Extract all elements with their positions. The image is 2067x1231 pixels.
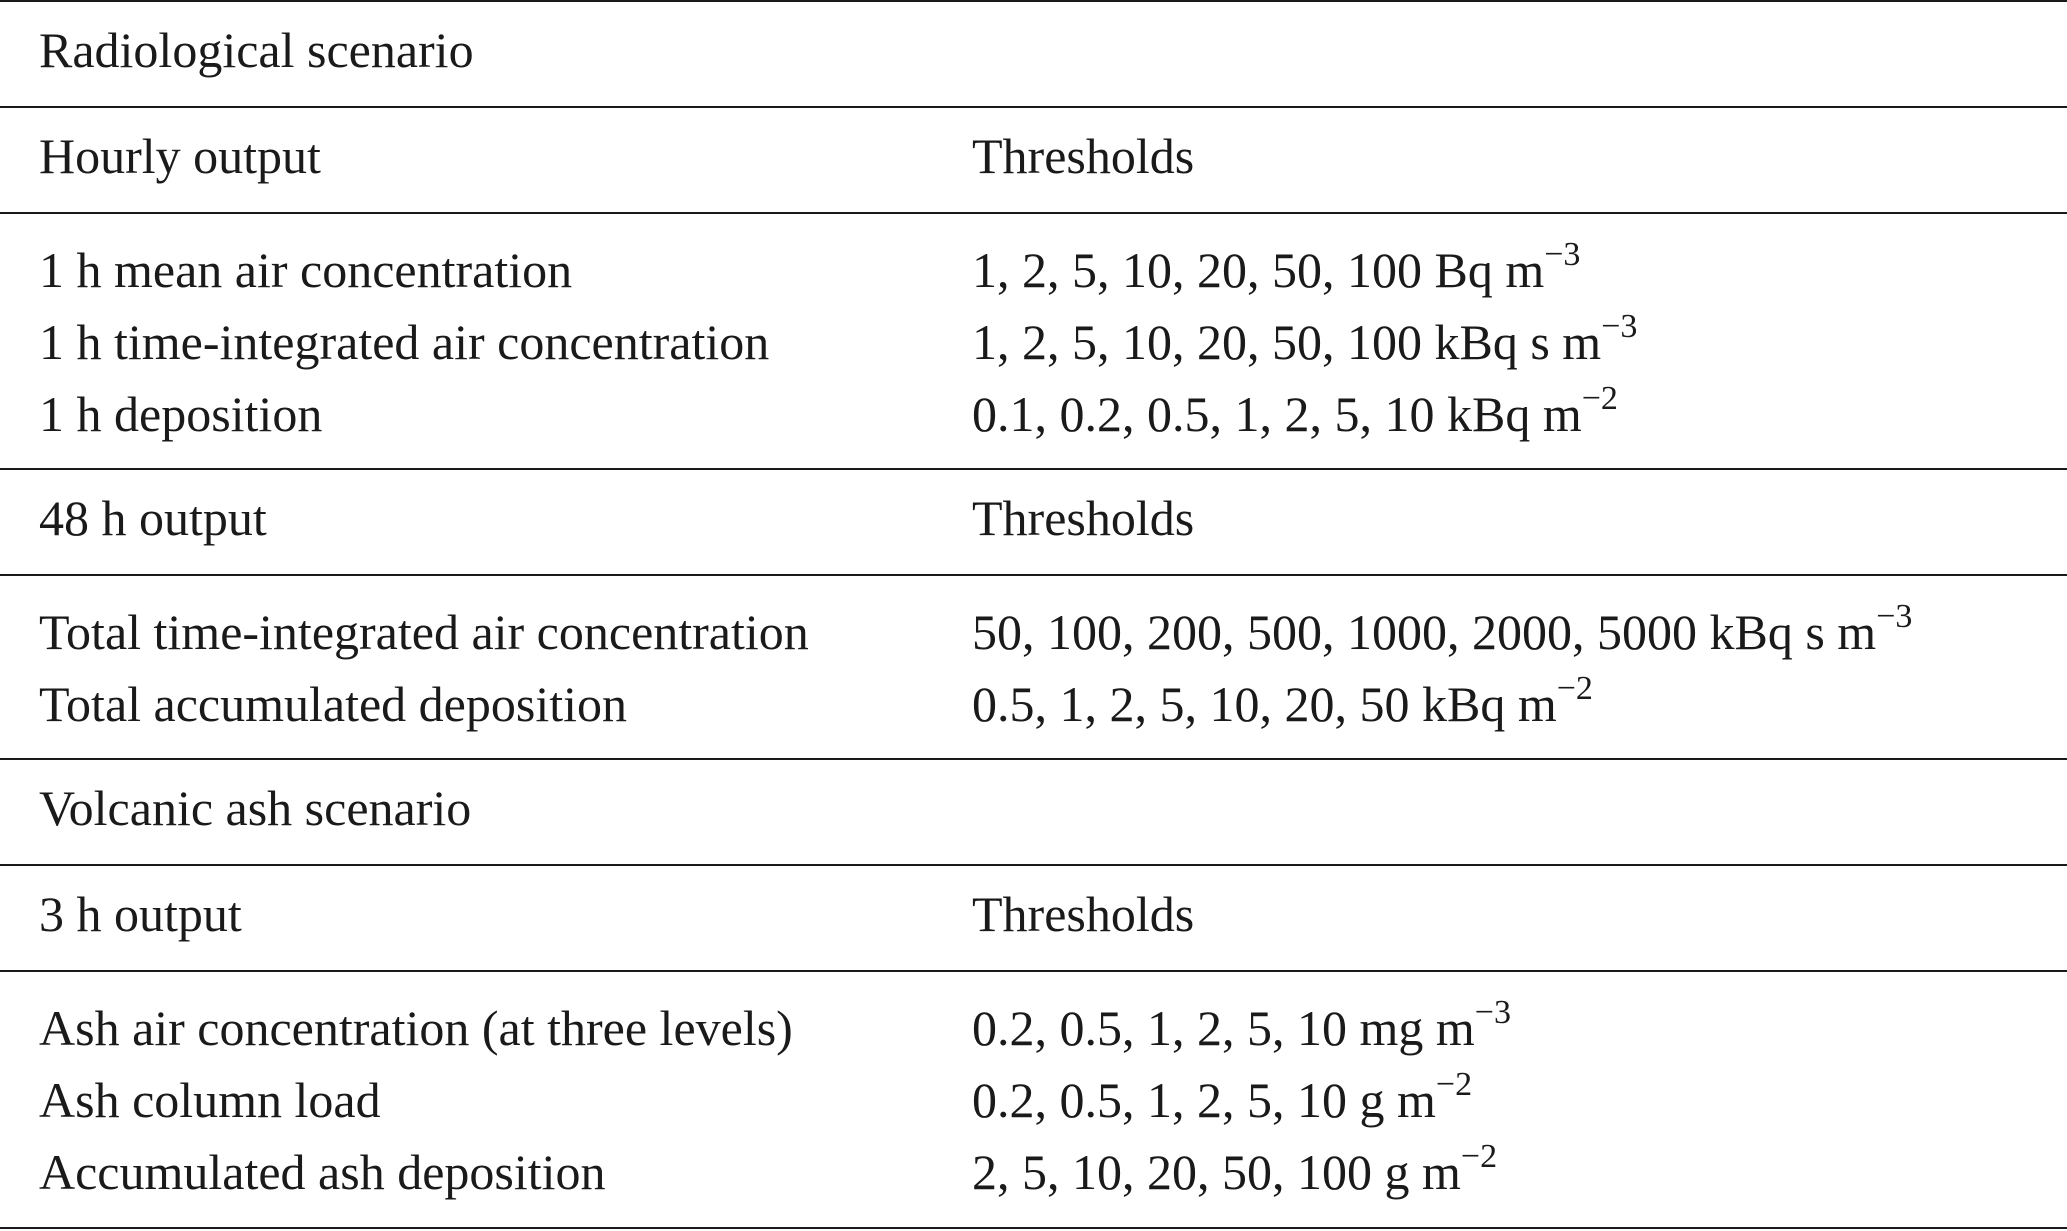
scenario-title: Volcanic ash scenario: [39, 780, 472, 836]
row-thresholds: [972, 380, 1618, 442]
row-thresholds: [972, 236, 1581, 298]
unit-exponent: −2: [1556, 670, 1593, 708]
row-thresholds: [972, 994, 1511, 1056]
unit-exponent: −2: [1435, 1066, 1473, 1104]
threshold-unit: mg m: [1359, 1000, 1475, 1056]
row-label: Accumulated ash deposition: [39, 1144, 606, 1200]
row-thresholds: [972, 1138, 1498, 1200]
row-label: 1 h time-integrated air concentration: [39, 314, 770, 370]
threshold-unit: Bq m: [1434, 242, 1545, 298]
unit-exponent: −2: [1460, 1138, 1498, 1176]
threshold-values: 0.5, 1, 2, 5, 10, 20, 50: [972, 676, 1410, 732]
threshold-values: 2, 5, 10, 20, 50, 100: [972, 1144, 1372, 1200]
unit-exponent: −3: [1876, 598, 1913, 636]
row-thresholds: [972, 308, 1638, 370]
section-header-thresholds: Thresholds: [972, 886, 1195, 942]
threshold-values: 1, 2, 5, 10, 20, 50, 100: [972, 314, 1422, 370]
section-header-thresholds: Thresholds: [972, 490, 1195, 546]
section-header-thresholds: Thresholds: [972, 128, 1195, 184]
section-header-output: 48 h output: [39, 490, 267, 546]
table-top-rule: [0, 0, 2067, 2]
row-thresholds: [972, 670, 1593, 732]
row-label: Total accumulated deposition: [39, 676, 627, 732]
table-rule: [0, 106, 2067, 108]
threshold-unit: kBq s m: [1434, 314, 1602, 370]
threshold-unit: g m: [1359, 1072, 1436, 1128]
threshold-unit: kBq m: [1422, 676, 1557, 732]
row-thresholds: [972, 1066, 1473, 1128]
section-header-output: 3 h output: [39, 886, 242, 942]
row-label: 1 h mean air concentration: [39, 242, 573, 298]
table-rule: [0, 970, 2067, 972]
threshold-values: 0.2, 0.5, 1, 2, 5, 10: [972, 1072, 1347, 1128]
threshold-values: 0.2, 0.5, 1, 2, 5, 10: [972, 1000, 1347, 1056]
row-thresholds: [972, 598, 1913, 660]
threshold-unit: kBq m: [1447, 386, 1582, 442]
table-rule: [0, 212, 2067, 214]
section-header-output: Hourly output: [39, 128, 321, 184]
unit-exponent: −3: [1474, 994, 1511, 1032]
threshold-values: 50, 100, 200, 500, 1000, 2000, 5000: [972, 604, 1697, 660]
row-label: Ash column load: [39, 1072, 381, 1128]
unit-exponent: −3: [1544, 236, 1581, 274]
scenario-title: Radiological scenario: [39, 22, 474, 78]
threshold-unit: kBq s m: [1709, 604, 1877, 660]
row-label: 1 h deposition: [39, 386, 323, 442]
threshold-values: 1, 2, 5, 10, 20, 50, 100: [972, 242, 1422, 298]
unit-exponent: −2: [1581, 380, 1618, 418]
table-rule: [0, 864, 2067, 866]
row-label: Total time-integrated air concentration: [39, 604, 809, 660]
table-rule: [0, 574, 2067, 576]
unit-exponent: −3: [1601, 308, 1638, 346]
table-rule: [0, 468, 2067, 470]
table-bottom-rule: [0, 1227, 2067, 1229]
threshold-unit: g m: [1384, 1144, 1461, 1200]
row-label: Ash air concentration (at three levels): [39, 1000, 793, 1056]
table-rule: [0, 758, 2067, 760]
threshold-values: 0.1, 0.2, 0.5, 1, 2, 5, 10: [972, 386, 1435, 442]
